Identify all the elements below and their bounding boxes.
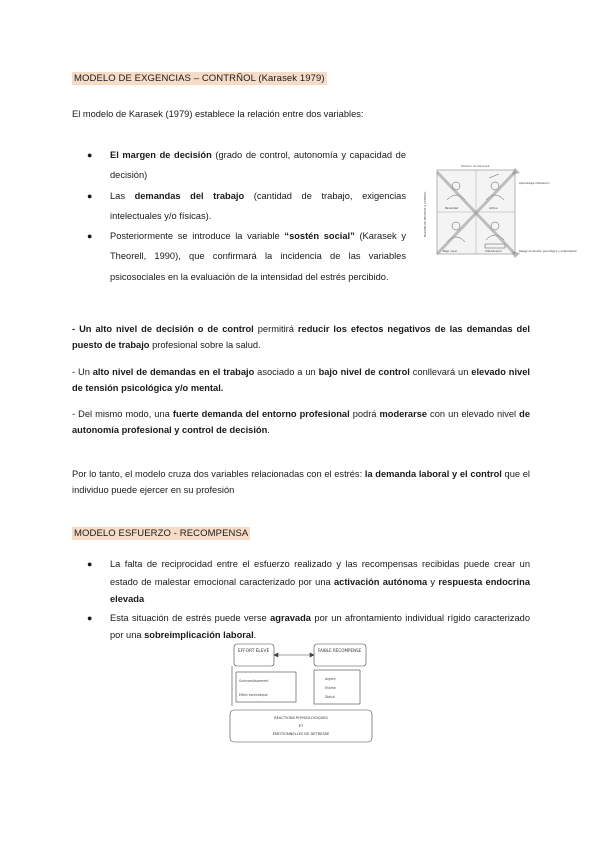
conclusion-paragraph: Por lo tanto, el modelo cruza dos variables relacionadas con el estrés: la demanda laboral y el control que el individuo puede ejercer en su profesión — [72, 469, 530, 495]
list-item: ● La falta de reciprocidad entre el esfuerzo realizado y las recompensas recibidas puede crear un estado de malestar emocional caracterizado por una activación autónoma y respuesta endocrina elevada — [86, 556, 530, 609]
effort-items-box — [236, 672, 296, 702]
karasek-model-figure — [423, 162, 577, 266]
section-heading-esfuerzo: MODELO ESFUERZO - RECOMPENSA — [74, 528, 249, 539]
karasek-bullet-list — [86, 145, 406, 287]
list-item: ● Las demandas del trabajo (cantidad de trabajo, exigencias intelectuales y/o físicas). — [86, 186, 406, 227]
right-label: Riesgo de tensión psicológica y enfermedad — [519, 250, 577, 253]
list-item: ● Posteriormente se introduce la variable “sostén social” (Karasek y Theorell, 1990), que confirmará la incidencia de las variables psicosociales en la evaluación de la intensidad del estrés percibido. — [86, 226, 406, 287]
bullet-icon: ● — [87, 231, 93, 242]
reward-item: Estime — [325, 686, 336, 690]
bullet-icon: ● — [87, 559, 93, 569]
section-heading-karasek: MODELO DE EXGENCIAS – CONTRÑOL (Karasek 1979) — [74, 73, 325, 84]
dash-paragraph: - Un alto nivel de demandas en el trabajo asociado a un bajo nivel de control conllevará un elevado nivel de tensión psicológica y/o mental. — [72, 367, 530, 393]
effort-item: Effort extrinsèque — [239, 693, 268, 697]
cell-label: Pasividad — [445, 206, 459, 210]
bullet-icon: ● — [87, 190, 93, 201]
effort-box-label: EFFORT ÉLEVÉ — [238, 649, 270, 654]
intro-paragraph: El modelo de Karasek (1979) establece la relación entre dos variables: — [72, 109, 364, 119]
reactions-line: ÉMOTIONNELLES DE DÉTRESSE — [272, 732, 330, 736]
dash-paragraph: - Del mismo modo, una fuerte demanda del entorno profesional podrá moderarse con un elevado nivel de autonomía profesional y control de decisión. — [72, 409, 530, 435]
right-label: Aprendizaje motivación — [519, 182, 550, 185]
reward-items-box — [314, 670, 360, 704]
figure-y-axis-label: MARGEN DE DECISION O CONTROL — [424, 191, 427, 237]
figure-title: Modelo de Karasek — [461, 164, 490, 168]
bullet-icon: ● — [87, 150, 93, 160]
list-item: ● El margen de decisión (grado de control, autonomía y capacidad de decisión) — [86, 145, 406, 186]
list-item: ● Esta situación de estrés puede verse agravada por un afrontamiento individual rígido caracterizado por una sobreimplicación laboral. — [86, 610, 530, 645]
reactions-line: RÉACTIONS PHYSIOLOGIQUES — [274, 716, 328, 720]
effort-reward-figure — [228, 640, 374, 746]
bullet-icon: ● — [87, 612, 93, 623]
reactions-line: ET — [298, 724, 304, 728]
dash-paragraph: - Un alto nivel de decisión o de control permitirá reducir los efectos negativos de las demandas del puesto de trabajo profesional sobre la salud. — [72, 324, 530, 350]
reward-box-label: FAIBLE RÉCOMPENSE — [318, 648, 362, 653]
cell-label: Bajo nivel — [443, 249, 457, 253]
cell-label: Activo — [489, 206, 498, 210]
cell-label: Alta tensión — [485, 249, 502, 253]
effort-box — [234, 644, 274, 666]
reward-item: Argent — [325, 677, 336, 681]
reward-item: Statut — [325, 695, 335, 699]
effort-item: Surinvestissement — [239, 679, 269, 683]
esfuerzo-bullet-list — [86, 556, 530, 645]
